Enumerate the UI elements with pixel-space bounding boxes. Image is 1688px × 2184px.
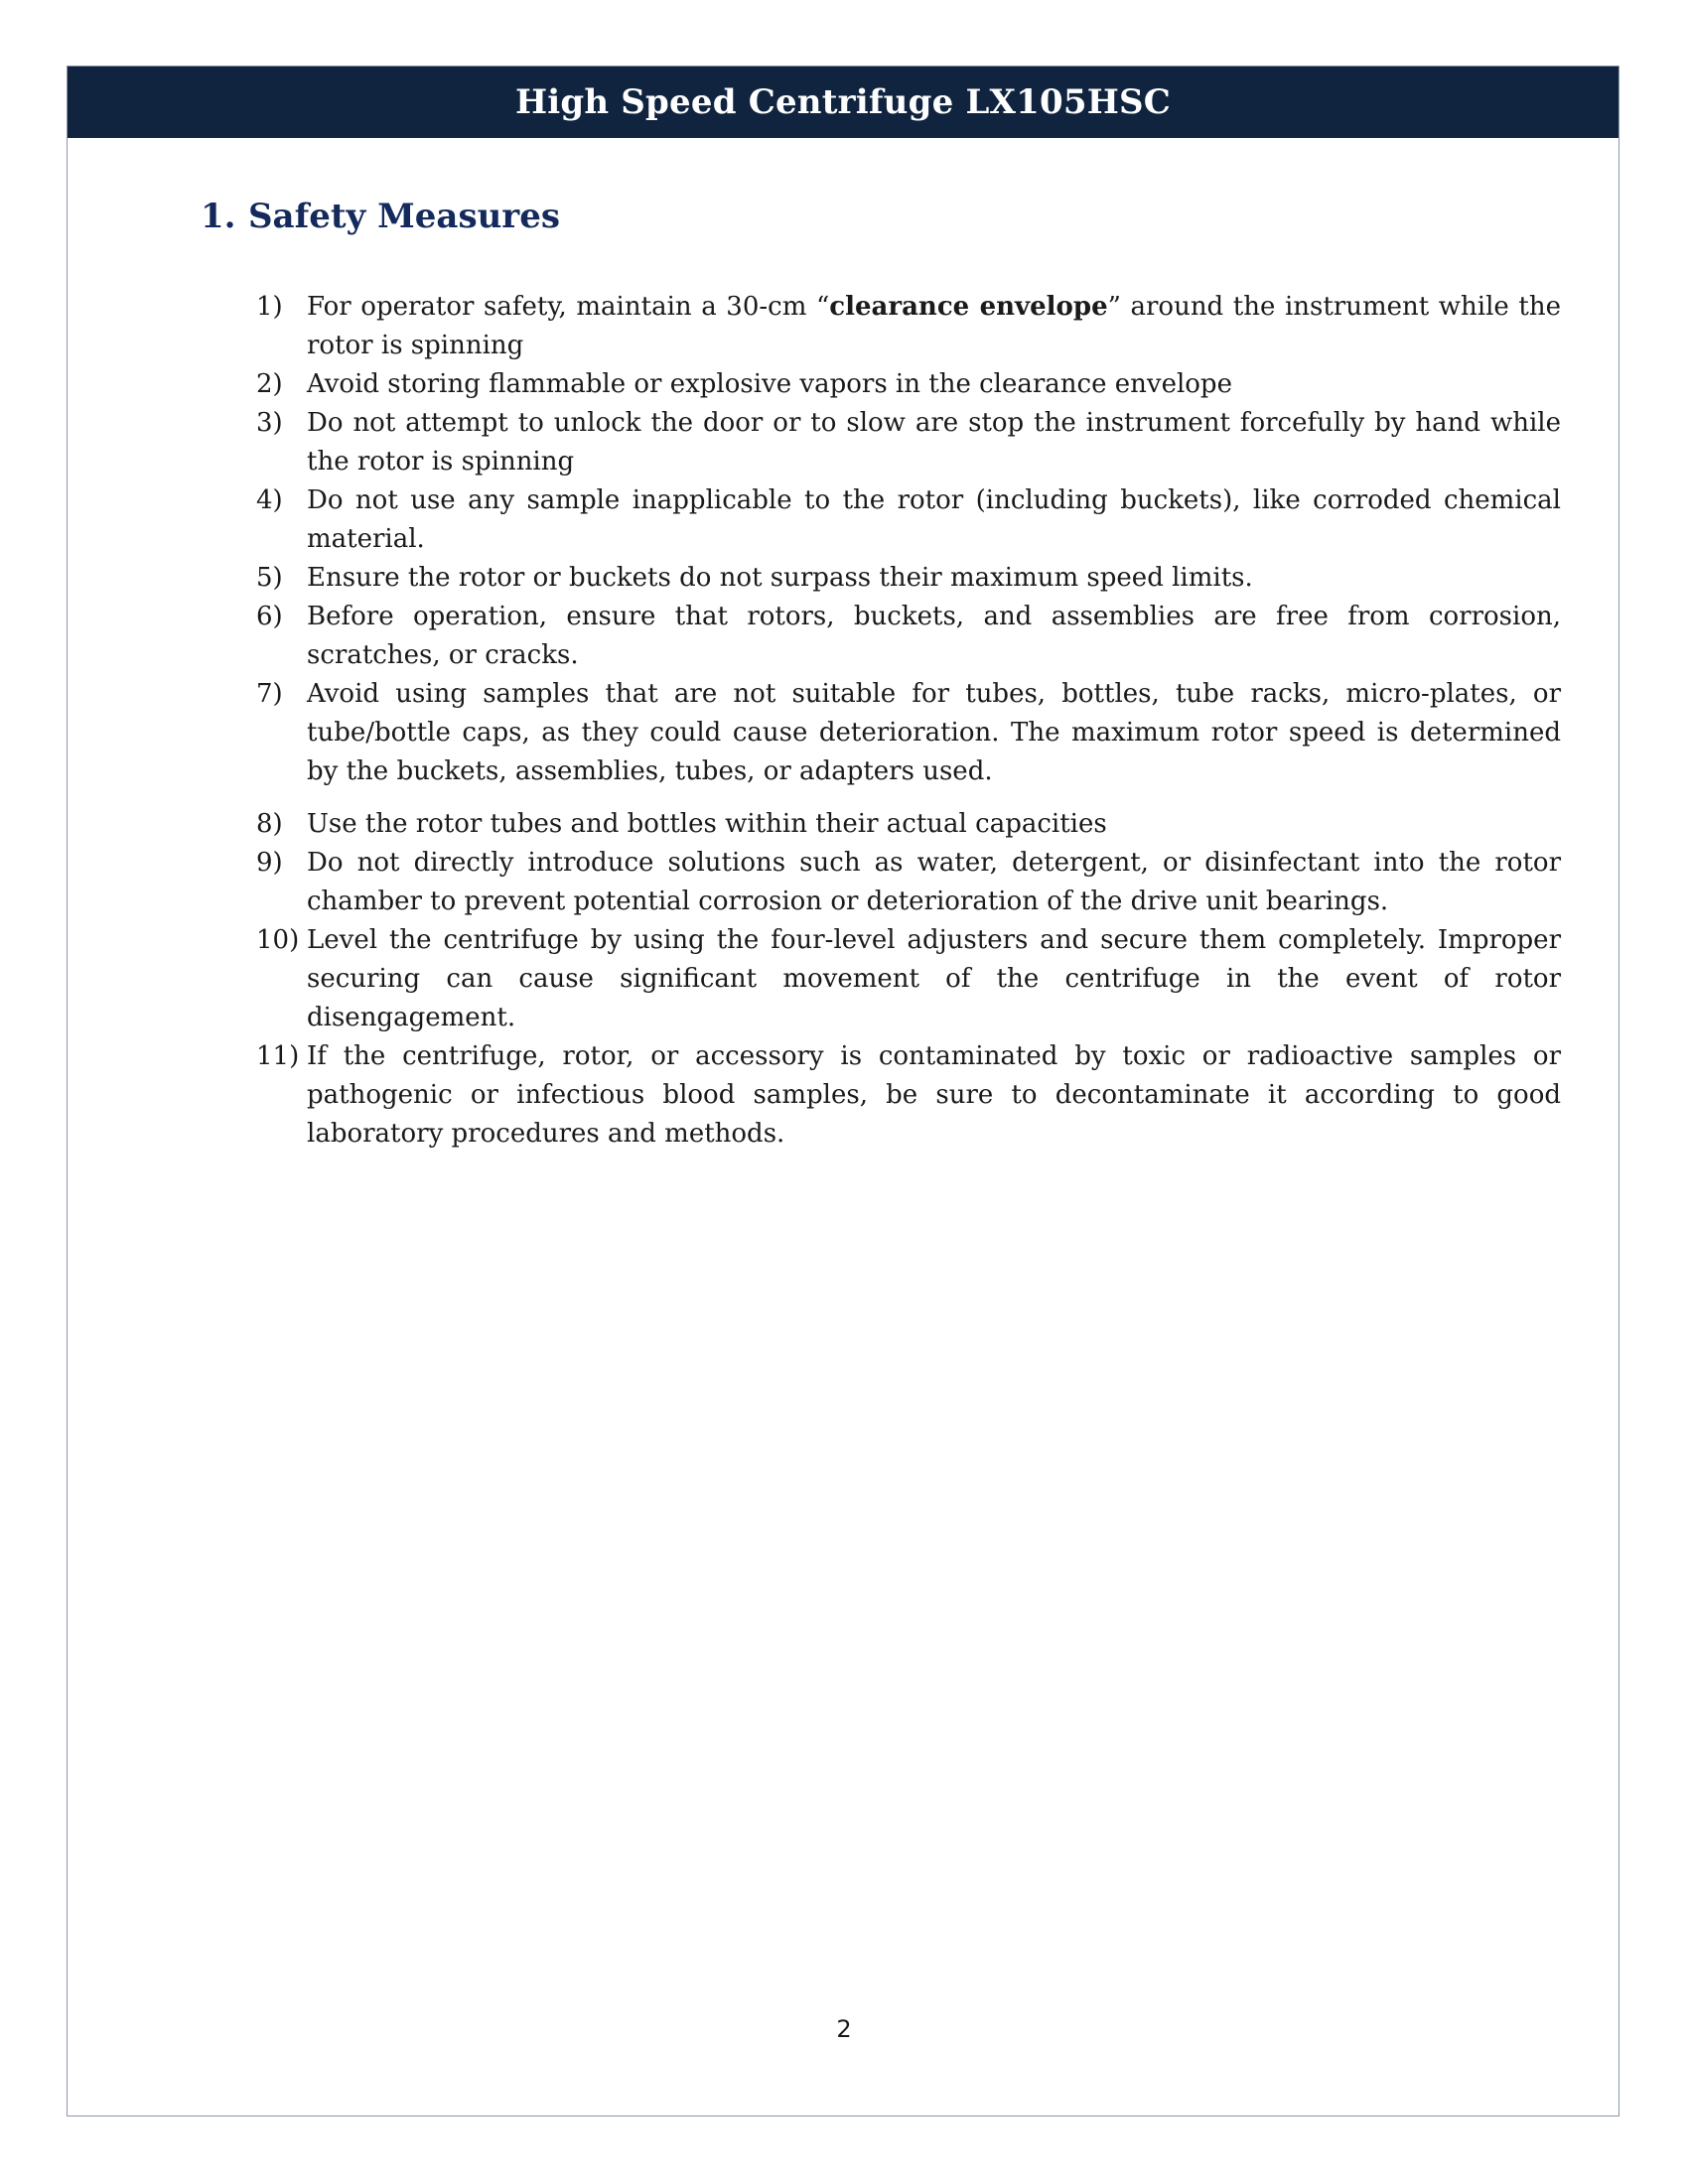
item-text: Use the rotor tubes and bottles within their actual capacities (307, 809, 1107, 839)
page-number: 2 (836, 2015, 852, 2043)
item-text: Avoid storing flammable or explosive vapors in the clearance envelope (307, 369, 1232, 399)
item-text: Do not directly introduce solutions such as water, detergent, or disinfectant into the rotor chamber to prevent potential corrosion or deterioration of the drive unit bearings. (307, 848, 1561, 916)
list-item (256, 481, 1561, 559)
list-item (256, 559, 1561, 598)
item-number: 7) (256, 679, 283, 709)
emphasis-text: clearance envelope (829, 292, 1108, 322)
item-text: Do not use any sample inapplicable to the rotor (including buckets), like corroded chemical material. (307, 485, 1561, 554)
item-number: 2) (256, 369, 283, 399)
item-number: 1) (256, 292, 283, 322)
item-text: If the centrifuge, rotor, or accessory is contaminated by toxic or radioactive samples or pathogenic or infectious blood samples, be sure to decontaminate it according to good laboratory procedures and methods. (307, 1041, 1561, 1149)
item-text: Before operation, ensure that rotors, buckets, and assemblies are free from corrosion, scratches, or cracks. (307, 602, 1561, 670)
safety-measures-list (256, 288, 1561, 1154)
item-text: Do not attempt to unlock the door or to slow are stop the instrument forcefully by hand while the rotor is spinning (307, 408, 1561, 477)
list-item (256, 675, 1561, 791)
list-item (256, 921, 1561, 1037)
section-title: Safety Measures (248, 197, 560, 236)
item-number: 8) (256, 809, 283, 839)
section-heading (201, 197, 560, 236)
list-item (256, 805, 1561, 844)
item-text: For operator safety, maintain a 30-cm “clearance envelope” around the instrument while the rotor is spinning (307, 292, 1561, 360)
item-number: 4) (256, 485, 283, 515)
document-title: High Speed Centrifuge LX105HSC (514, 82, 1172, 122)
item-number: 6) (256, 602, 283, 631)
item-number: 11) (256, 1041, 300, 1071)
item-number: 3) (256, 408, 283, 438)
item-text: Ensure the rotor or buckets do not surpass their maximum speed limits. (307, 563, 1253, 593)
item-number: 9) (256, 848, 283, 878)
item-text: Avoid using samples that are not suitable for tubes, bottles, tube racks, micro-plates, or tube/bottle caps, as they could cause deterioration. The maximum rotor speed is determined by the buckets, assemblies, tubes, or adapters used. (307, 679, 1561, 786)
list-item (256, 365, 1561, 404)
list-item (256, 1037, 1561, 1154)
header-banner (68, 67, 1618, 138)
list-item (256, 288, 1561, 365)
item-number: 5) (256, 563, 283, 593)
item-number: 10) (256, 925, 300, 955)
list-item (256, 404, 1561, 481)
list-item (256, 844, 1561, 921)
list-item (256, 598, 1561, 675)
section-number: 1. (201, 197, 236, 236)
item-text: Level the centrifuge by using the four-level adjusters and secure them completely. Improper securing can cause significant movement of the centrifuge in the event of rotor disengagement. (307, 925, 1561, 1032)
